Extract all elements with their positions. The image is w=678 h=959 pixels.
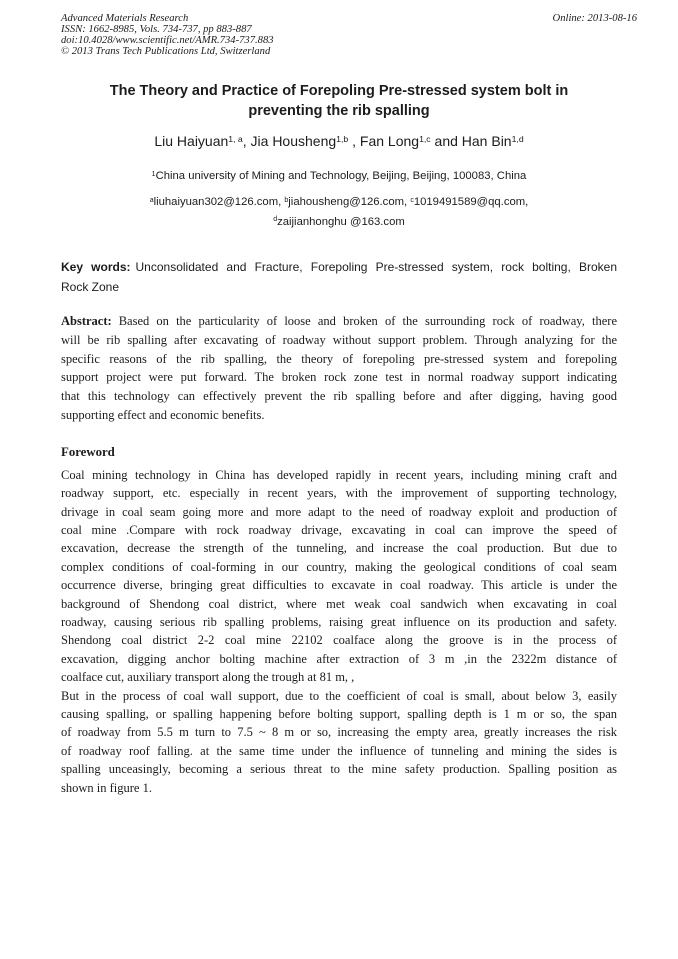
affiliation-text: China university of Mining and Technology, Beijing, Beijing, 100083, China <box>155 170 527 182</box>
email-marker: b <box>284 196 289 204</box>
abstract-line: will be rib spalling after excavating of roadway without support problem. Through analyzing for the <box>61 332 617 347</box>
abstract-section <box>61 312 617 425</box>
keywords-section <box>61 258 617 297</box>
email-line-1 <box>61 193 617 213</box>
foreword-heading: Foreword <box>61 444 115 459</box>
abstract-text: Based on the particularity of loose and broken of the surrounding rock of roadway, there <box>118 314 617 328</box>
body-line: Shendong coal district 2-2 coal mine 22102 coalface along the groove is in the process of <box>61 633 617 648</box>
email-marker: d <box>273 216 278 223</box>
paper-title-line-2: preventing the rib spalling <box>248 103 430 119</box>
abstract-label: Abstract: <box>61 314 112 328</box>
body-line: roadway, causing serious rib spalling problems, raising great influence on its production and safety. <box>61 615 617 630</box>
email-address: 1019491589@qq.com, <box>413 196 529 208</box>
body-line: shown in figure 1. <box>61 780 152 795</box>
affiliation <box>61 169 617 184</box>
body-line: Coal mining technology in China has developed rapidly in recent years, including mining craft and <box>61 467 617 482</box>
author-emails <box>61 193 617 232</box>
abstract-line: support project were put forward. The broken rock zone test in normal roadway support indicating <box>61 370 617 385</box>
author-name: Fan Long <box>359 133 420 149</box>
authors-line <box>61 133 617 150</box>
copyright-line: © 2013 Trans Tech Publications Ltd, Switzerland <box>61 46 271 57</box>
author-name: Han Bin <box>461 133 512 149</box>
body-line: background of Shendong coal district, where met weak coal sandwich when excavating in coal <box>61 596 617 611</box>
keywords-line-1 <box>61 258 617 278</box>
email-line-2 <box>61 213 617 233</box>
paper-title <box>61 81 617 121</box>
body-line: complex conditions of coal-forming in our country, making the geological conditions of coal seam <box>61 559 617 574</box>
body-line: excavation, digging anchor bolting machine after extraction of 3 m ,in the 2322m distance of <box>61 651 617 666</box>
body-line: coal mine .Compare with rock roadway drivage, excavating in coal can improve the speed of <box>61 523 617 537</box>
abstract-line: specific reasons of the rib spalling, the theory of forepoling pre-stressed system and forepoling <box>61 351 617 366</box>
issn-line: ISSN: 1662-8985, Vols. 734-737, pp 883-887 <box>61 24 252 35</box>
email-marker: a <box>149 196 154 204</box>
online-date: Online: 2013-08-16 <box>552 13 637 24</box>
journal-name: Advanced Materials Research <box>61 13 189 24</box>
author-separator: , <box>348 133 360 149</box>
body-line: coalface cut, auxiliary transport along the trough at 81 m, , <box>61 670 355 685</box>
keywords-text: Unconsolidated and Fracture, Forepoling Pre-stressed system, rock bolting, Broken <box>135 260 618 274</box>
journal-header <box>61 13 637 57</box>
doi-line: doi:10.4028/www.scientific.net/AMR.734-737.883 <box>61 35 274 46</box>
body-line: drivage in coal seam going more and more adapt to the need of roadway exploit and production of <box>61 504 617 519</box>
abstract-line <box>61 312 617 331</box>
author-affiliation-marker: 1,d <box>511 133 524 144</box>
email-address: zaijianhonghu @163.com <box>277 215 405 228</box>
author-affiliation-marker: 1, a <box>228 133 243 144</box>
author-separator: , <box>242 133 251 149</box>
affiliation-marker: 1 <box>151 170 156 178</box>
abstract-line: that this technology can effectively prevent the rib spalling before and after digging, having good <box>61 389 617 404</box>
email-address: jiahousheng@126.com, <box>288 196 411 208</box>
author-name: Jia Housheng <box>250 133 337 149</box>
body-line: occurrence diverse, bringing great difficulties to excavate in coal roadway. This article is under the <box>61 578 617 593</box>
email-address: liuhaiyuan302@126.com, <box>153 196 285 208</box>
author-affiliation-marker: 1,c <box>419 133 431 144</box>
foreword-body <box>61 466 617 797</box>
keywords-label: Key words: <box>61 260 131 274</box>
author-separator: and <box>430 133 462 149</box>
body-line: excavation, decrease the strength of the tunneling, and increase the coal production. But due to <box>61 541 617 556</box>
body-line: causing spalling, or spalling happening before bolting support, spalling depth is 1 m or so, the span <box>61 707 617 722</box>
body-line: roadway support, etc. especially in recent years, with the improvement of supporting technology, <box>61 486 617 501</box>
abstract-line: supporting effect and economic benefits. <box>61 407 265 422</box>
body-line: of roadway roof falling. at the same time under the influence of tunneling and mining the sides is <box>61 743 617 758</box>
author-affiliation-marker: 1,b <box>336 133 349 144</box>
journal-header-left <box>61 13 274 57</box>
author-name: Liu Haiyuan <box>154 133 229 149</box>
keywords-line-2: Rock Zone <box>61 279 120 294</box>
body-line: of roadway from 5.5 m turn to 7.5 ~ 8 m or so, increasing the empty area, greatly increases the risk <box>61 725 617 740</box>
paper-title-line-1: The Theory and Practice of Forepoling Pre-stressed system bolt in <box>109 83 569 99</box>
body-line: But in the process of coal wall support, due to the coefficient of coal is small, about below 3, easily <box>61 688 617 703</box>
body-line: spalling unceasingly, becoming a serious threat to the mine safety production. Spalling position as <box>61 762 617 777</box>
email-marker: c <box>410 196 414 204</box>
